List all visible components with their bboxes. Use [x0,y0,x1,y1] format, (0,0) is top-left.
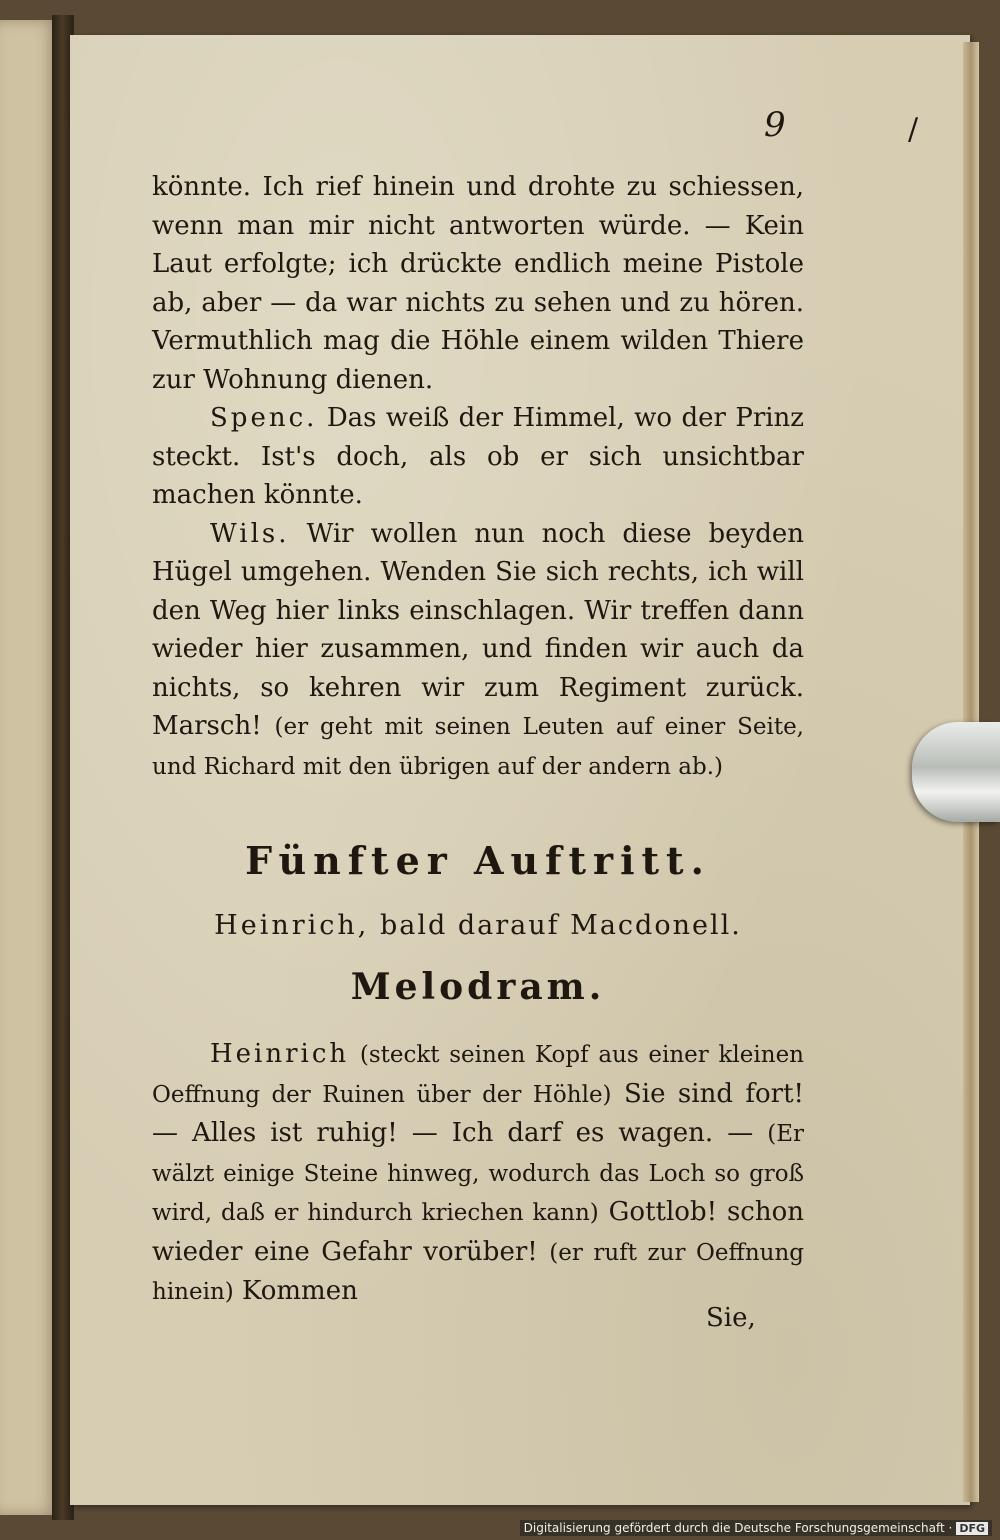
paragraph-1: könnte. Ich rief hinein und drohte zu schiessen, wenn man mir nicht antworten würde. — Kein Laut erfolgte; ich drückte endlich meine Pistole ab, aber — da war nichts zu sehen und zu hören. Vermuthlich mag die Höhle einem wilden Thiere zur Wohnung dienen. [152,172,804,395]
dialogue-2: Gottlob! schon wieder eine Gefahr vorüber! [152,1197,804,1267]
dfg-logo: DFG [956,1522,988,1535]
paragraph-2 [152,399,804,515]
paragraph-4 [152,1035,804,1312]
stage-direction-2: (Er wälzt einige Steine hinweg, wodurch das Loch so groß wird, daß er hindurch kriechen kann) [152,1121,805,1226]
persons-heinrich: Heinrich, [214,910,370,941]
persons-rest: bald darauf Macdonell. [379,910,742,941]
speaker-spenc: Spenc. [210,403,318,433]
stage-direction-1: (steckt seinen Kopf aus einer kleinen Oeffnung der Ruinen über der Höhle) [152,1042,804,1108]
upper-text-block [152,168,804,786]
margin-mark: / [908,112,919,147]
page-number: 9 [764,105,786,145]
stage-direction-3: (er ruft zur Oeffnung hinein) [152,1239,805,1305]
dialogue-1: Sie sind fort! — Alles ist ruhig! — Ich darf es wagen. — [152,1078,804,1148]
lower-text-block [152,1035,804,1312]
footer-text: Digitalisierung gefördert durch die Deutsche Forschungsgemeinschaft · [523,1521,953,1535]
scene-persons [152,910,804,941]
scene-subtitle: Melodram. [350,966,606,1008]
paragraph-3 [152,515,804,787]
speaker-heinrich: Heinrich [210,1039,350,1069]
page-clip [912,722,1000,822]
paragraph-2-text: Das weiß der Himmel, wo der Prinz steckt. Ist's doch, als ob er sich unsichtbar machen könnte. [152,403,805,510]
scene-title: Fünfter Auftritt. [245,838,711,883]
catchword: Sie, [706,1303,756,1333]
speaker-wils: Wils. [210,518,290,549]
left-page-edge [0,20,58,1515]
dialogue-3: Kommen [242,1276,358,1306]
stage-direction-exit: (er geht mit seinen Leuten auf einer Seite, und Richard mit den übrigen auf der andern ab.) [152,714,804,780]
digitization-footer [520,1520,992,1536]
paragraph-3-text: Wir wollen nun noch diese beyden Hügel umgehen. Wenden Sie sich rechts, ich will den Weg hier links einschlagen. Wir treffen dann wieder hier zusammen, und finden wir auch da nichts, so kehren wir zum Regiment zurück. Marsch! [152,518,805,741]
